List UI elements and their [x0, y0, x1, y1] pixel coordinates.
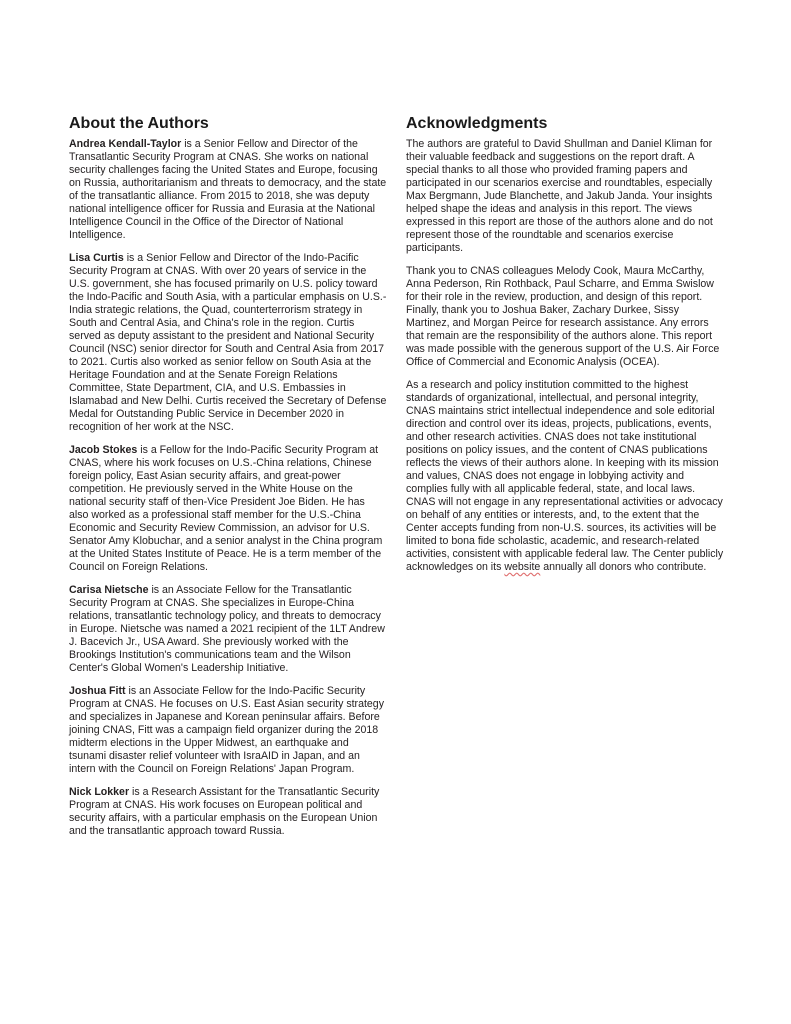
- author-name: Jacob Stokes: [69, 444, 138, 456]
- author-bio-text: is an Associate Fellow for the Transatlantic Security Program at CNAS. She specializes in Europe-China relations, transatlantic technology policy, and threats to democracy in Europe. Nietsche was named a 2021 recipient of the 1LT Andrew J. Bacevich Jr., USA Award. She previously worked with the Brookings Institution's communications team and the Wilson Center's Global Women's Leadership Initiative.: [69, 584, 385, 674]
- author-bio-text: is an Associate Fellow for the Indo-Pacific Security Program at CNAS. He focuses on U.S. East Asian security strategy and specializes in Japanese and Korean peninsular affairs. Before joining CNAS, Fitt was a campaign field organizer during the 2018 midterm elections in the Upper Midwest, an earthquake and tsunami disaster relief volunteer with IsraAID in Japan, and an intern with the Council on Foreign Relations' Japan Program.: [69, 685, 384, 775]
- author-bio-text: is a Fellow for the Indo-Pacific Security Program at CNAS, where his work focuses on U.S.-China relations, Chinese foreign policy, East Asian security affairs, and great-power competition. He previously served in the White House on the national security staff of then-Vice President Joe Biden. He has also worked as a professional staff member for the U.S.-China Economic and Security Review Commission, an advisor for U.S. Senator Amy Klobuchar, and a senior analyst in the China program at the United States Institute of Peace. He is a term member of the Council on Foreign Relations.: [69, 444, 383, 573]
- author-name: Andrea Kendall-Taylor: [69, 138, 182, 150]
- author-bio-text: is a Research Assistant for the Transatlantic Security Program at CNAS. His work focuses on European political and security affairs, with a particular emphasis on the European Union and the transatlantic approach toward Russia.: [69, 786, 380, 837]
- about-the-authors-heading: About the Authors: [69, 115, 209, 132]
- paragraph-text: As a research and policy institution committed to the highest standards of organizational, intellectual, and personal integrity, CNAS maintains strict intellectual independence and sole editorial direction and control over its ideas, projects, publications, events, and other research activities. CNAS does not take institutional positions on policy issues, and the content of CNAS publications reflects the views of their authors alone. In keeping with its mission and values, CNAS does not engage in lobbying activity and complies fully with all applicable federal, state, and local laws. CNAS will not engage in any representational activities or advocacy on behalf of any entities or interests, and, to the extent that the Center accepts funding from non-U.S. sources, its activities will be limited to bona fide scholastic, academic, and research-related activities, consistent with applicable federal law. The Center publicly acknowledges on its: [406, 379, 724, 573]
- author-bio-kendall-taylor: [69, 138, 387, 242]
- paragraph-text: annually all donors who contribute.: [540, 561, 707, 573]
- author-bio-text: is a Senior Fellow and Director of the Transatlantic Security Program at CNAS. She works on national security challenges facing the United States and Europe, focusing on Russia, authoritarianism and threats to democracy, and the state of the transatlantic alliance. From 2015 to 2018, she was deputy national intelligence officer for Russia and Eurasia at the National Intelligence Council in the Office of the Director of National Intelligence.: [69, 138, 387, 241]
- author-bio-lokker: [69, 786, 387, 838]
- acknowledgments-paragraph-3: [406, 379, 724, 574]
- acknowledgments-paragraph-2: Thank you to CNAS colleagues Melody Cook, Maura McCarthy, Anna Pederson, Rin Rothback, Paul Scharre, and Emma Swislow for their role in the review, production, and design of this report. Finally, thank you to Joshua Baker, Zachary Durkee, Sissy Martinez, and Morgan Peirce for research assistance. Any errors that remain are the responsibility of the authors alone. This report was made possible with the generous support of the U.S. Air Force Office of Commercial and Economic Analysis (OCEA).: [406, 265, 720, 368]
- author-bio-nietsche: [69, 584, 387, 675]
- author-bio-text: is a Senior Fellow and Director of the Indo-Pacific Security Program at CNAS. With over 20 years of service in the U.S. government, she has focused primarily on U.S. policy toward the Indo-Pacific and South Asia, with a particular emphasis on U.S.-India strategic relations, the Quad, counterterrorism strategy in South and Central Asia, and China's role in the region. Curtis served as deputy assistant to the president and National Security Council (NSC) senior director for South and Central Asia from 2017 to 2021. Curtis also worked as senior fellow on South Asia at the Heritage Foundation and at the Senate Foreign Relations Committee, State Department, CIA, and U.S. Embassies in Islamabad and New Delhi. Curtis received the Secretary of Defense Medal for Outstanding Public Service in December 2020 in recognition of her work at the NSC.: [69, 252, 387, 433]
- website-link[interactable]: website: [504, 561, 541, 573]
- acknowledgments-heading: Acknowledgments: [406, 115, 548, 132]
- acknowledgments-paragraph-1: The authors are grateful to David Shullman and Daniel Kliman for their valuable feedback and suggestions on the report draft. A special thanks to all those who provided framing papers and participated in our scenarios exercise and roundtables, especially Max Bergmann, Jude Blanchette, and Jakub Janda. Your insights helped shape the ideas and analysis in this report. The views expressed in this report are those of the authors alone and do not represent those of the roundtable and scenarios exercise participants.: [406, 138, 713, 254]
- author-name: Carisa Nietsche: [69, 584, 149, 596]
- author-name: Nick Lokker: [69, 786, 130, 798]
- author-bio-curtis: [69, 252, 387, 434]
- author-name: Joshua Fitt: [69, 685, 126, 697]
- author-bio-fitt: [69, 685, 387, 776]
- about-the-authors-section: [69, 114, 387, 848]
- author-bio-stokes: [69, 444, 387, 574]
- author-name: Lisa Curtis: [69, 252, 124, 264]
- acknowledgments-section: [406, 114, 724, 584]
